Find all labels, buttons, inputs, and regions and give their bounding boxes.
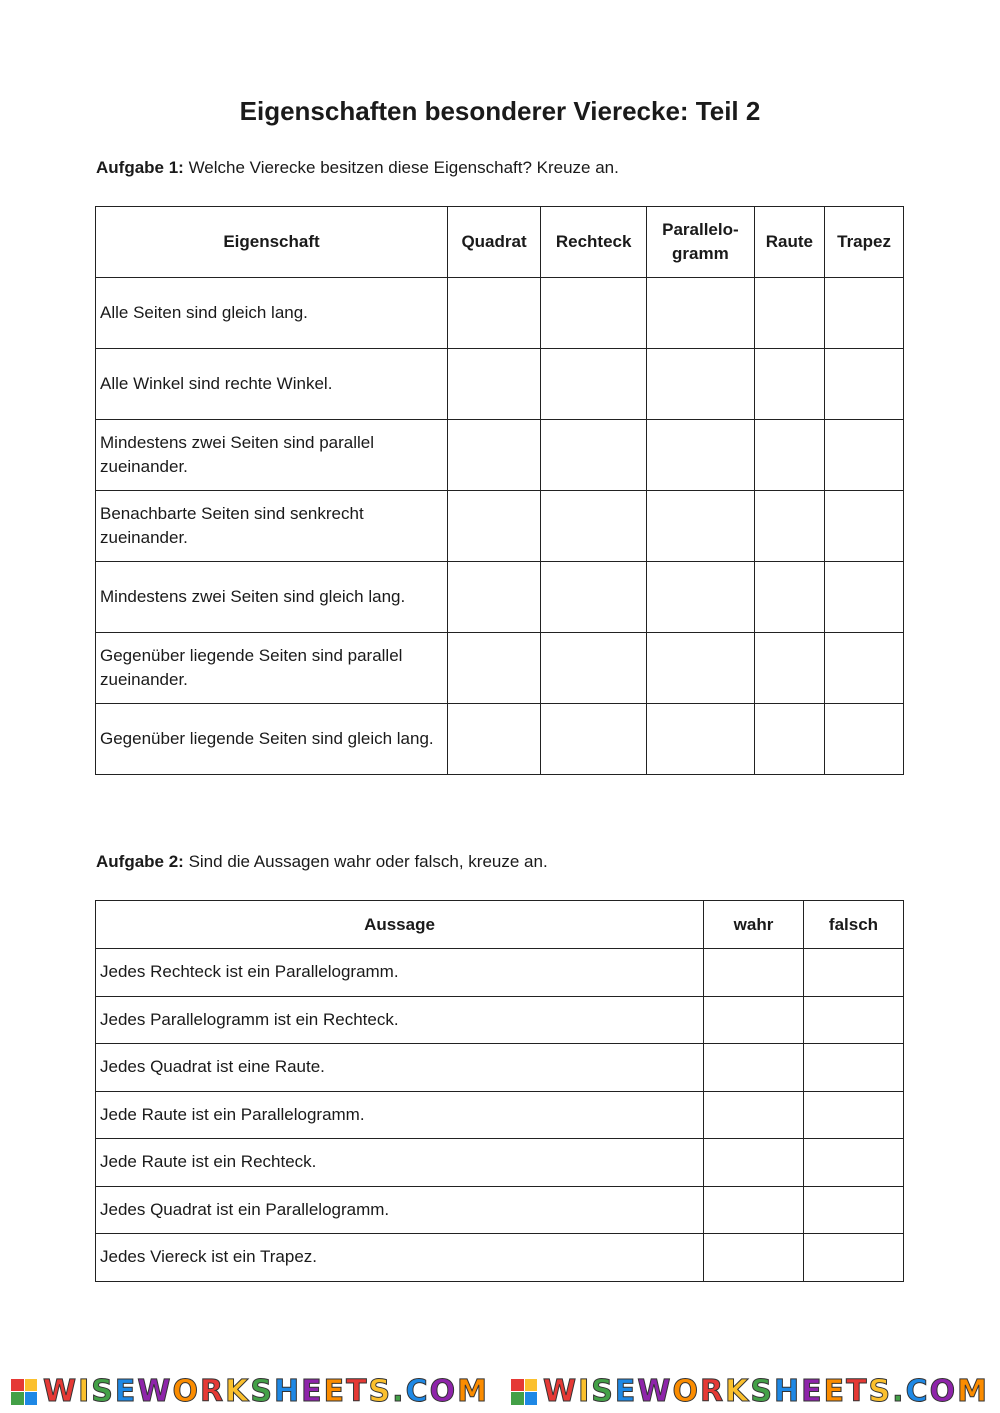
- header-raute: Raute: [754, 207, 825, 278]
- header-wahr: wahr: [704, 901, 804, 949]
- checkbox-cell-quadrat[interactable]: [448, 491, 541, 562]
- checkbox-cell-rechteck[interactable]: [541, 633, 647, 704]
- brand-icon: [11, 1379, 37, 1405]
- property-cell: Alle Winkel sind rechte Winkel.: [96, 349, 448, 420]
- checkbox-cell-raute[interactable]: [754, 349, 825, 420]
- checkbox-cell-wahr[interactable]: [704, 996, 804, 1044]
- table-row: [96, 1091, 904, 1139]
- checkbox-cell-rechteck[interactable]: [541, 349, 647, 420]
- checkbox-cell-parallelogramm[interactable]: [647, 633, 754, 704]
- checkbox-cell-falsch[interactable]: [804, 949, 904, 997]
- checkbox-cell-raute[interactable]: [754, 562, 825, 633]
- checkbox-cell-trapez[interactable]: [825, 349, 904, 420]
- checkbox-cell-trapez[interactable]: [825, 278, 904, 349]
- checkbox-cell-wahr[interactable]: [704, 1234, 804, 1282]
- checkbox-cell-raute[interactable]: [754, 491, 825, 562]
- task2-instruction: [96, 852, 548, 872]
- checkbox-cell-parallelogramm[interactable]: [647, 278, 754, 349]
- statement-cell: Jede Raute ist ein Parallelogramm.: [96, 1091, 704, 1139]
- statement-cell: Jede Raute ist ein Rechteck.: [96, 1139, 704, 1187]
- checkbox-cell-parallelogramm[interactable]: [647, 420, 754, 491]
- task2-text: Sind die Aussagen wahr oder falsch, kreuze an.: [183, 852, 548, 871]
- checkbox-cell-trapez[interactable]: [825, 633, 904, 704]
- statement-cell: Jedes Viereck ist ein Trapez.: [96, 1234, 704, 1282]
- table-row: [96, 996, 904, 1044]
- task1-label: Aufgabe 1:: [96, 158, 184, 177]
- checkbox-cell-parallelogramm[interactable]: [647, 349, 754, 420]
- checkbox-cell-trapez[interactable]: [825, 704, 904, 775]
- header-rechteck: Rechteck: [541, 207, 647, 278]
- table-row: [96, 704, 904, 775]
- checkbox-cell-parallelogramm[interactable]: [647, 491, 754, 562]
- property-cell: Gegenüber liegende Seiten sind parallel zueinander.: [96, 633, 448, 704]
- table-header-row: [96, 901, 904, 949]
- task1-instruction: [96, 158, 619, 178]
- header-parallelogramm: [647, 207, 754, 278]
- checkbox-cell-rechteck[interactable]: [541, 278, 647, 349]
- header-eigenschaft: Eigenschaft: [96, 207, 448, 278]
- checkbox-cell-raute[interactable]: [754, 633, 825, 704]
- table-row: [96, 349, 904, 420]
- table-row: [96, 1139, 904, 1187]
- table-row: [96, 1044, 904, 1092]
- statement-cell: Jedes Quadrat ist ein Parallelogramm.: [96, 1186, 704, 1234]
- footer-watermark: [0, 1370, 1000, 1413]
- checkbox-cell-wahr[interactable]: [704, 1186, 804, 1234]
- table-row: [96, 562, 904, 633]
- task1-text: Welche Vierecke besitzen diese Eigenschaft? Kreuze an.: [183, 158, 619, 177]
- statement-cell: Jedes Quadrat ist eine Raute.: [96, 1044, 704, 1092]
- property-cell: Gegenüber liegende Seiten sind gleich lang.: [96, 704, 448, 775]
- checkbox-cell-falsch[interactable]: [804, 1186, 904, 1234]
- checkbox-cell-rechteck[interactable]: [541, 491, 647, 562]
- checkbox-cell-trapez[interactable]: [825, 420, 904, 491]
- checkbox-cell-falsch[interactable]: [804, 1044, 904, 1092]
- table-row: [96, 491, 904, 562]
- checkbox-cell-wahr[interactable]: [704, 1044, 804, 1092]
- checkbox-cell-falsch[interactable]: [804, 1091, 904, 1139]
- brand-icon: [511, 1379, 537, 1405]
- table-row: [96, 1234, 904, 1282]
- table-row: [96, 633, 904, 704]
- table-header-row: [96, 207, 904, 278]
- checkbox-cell-falsch[interactable]: [804, 1139, 904, 1187]
- checkbox-cell-quadrat[interactable]: [448, 278, 541, 349]
- property-cell: Mindestens zwei Seiten sind gleich lang.: [96, 562, 448, 633]
- checkbox-cell-quadrat[interactable]: [448, 349, 541, 420]
- header-trapez: Trapez: [825, 207, 904, 278]
- brand-logo-right: [511, 1374, 989, 1409]
- table-row: [96, 1186, 904, 1234]
- page-title: Eigenschaften besonderer Vierecke: Teil 2: [239, 96, 761, 126]
- table-row: [96, 278, 904, 349]
- checkbox-cell-raute[interactable]: [754, 278, 825, 349]
- brand-text: WISEWORKSHEETS.COM: [43, 1374, 489, 1409]
- checkbox-cell-trapez[interactable]: [825, 491, 904, 562]
- checkbox-cell-trapez[interactable]: [825, 562, 904, 633]
- checkbox-cell-wahr[interactable]: [704, 949, 804, 997]
- checkbox-cell-quadrat[interactable]: [448, 633, 541, 704]
- property-cell: Mindestens zwei Seiten sind parallel zueinander.: [96, 420, 448, 491]
- checkbox-cell-quadrat[interactable]: [448, 420, 541, 491]
- brand-logo-left: [11, 1374, 489, 1409]
- header-parallelogramm-part1: Parallelo-: [662, 220, 739, 239]
- checkbox-cell-parallelogramm[interactable]: [647, 562, 754, 633]
- header-falsch: falsch: [804, 901, 904, 949]
- checkbox-cell-quadrat[interactable]: [448, 562, 541, 633]
- statement-cell: Jedes Parallelogramm ist ein Rechteck.: [96, 996, 704, 1044]
- checkbox-cell-falsch[interactable]: [804, 996, 904, 1044]
- property-cell: Alle Seiten sind gleich lang.: [96, 278, 448, 349]
- properties-table: [95, 206, 904, 775]
- header-aussage: Aussage: [96, 901, 704, 949]
- header-parallelogramm-part2: gramm: [672, 244, 729, 263]
- checkbox-cell-wahr[interactable]: [704, 1091, 804, 1139]
- property-cell: Benachbarte Seiten sind senkrecht zueinander.: [96, 491, 448, 562]
- table-row: [96, 949, 904, 997]
- checkbox-cell-raute[interactable]: [754, 704, 825, 775]
- checkbox-cell-raute[interactable]: [754, 420, 825, 491]
- brand-text: WISEWORKSHEETS.COM: [543, 1374, 989, 1409]
- statements-table: [95, 900, 904, 1282]
- checkbox-cell-rechteck[interactable]: [541, 704, 647, 775]
- statement-cell: Jedes Rechteck ist ein Parallelogramm.: [96, 949, 704, 997]
- task2-label: Aufgabe 2:: [96, 852, 184, 871]
- header-quadrat: Quadrat: [448, 207, 541, 278]
- checkbox-cell-falsch[interactable]: [804, 1234, 904, 1282]
- checkbox-cell-quadrat[interactable]: [448, 704, 541, 775]
- checkbox-cell-wahr[interactable]: [704, 1139, 804, 1187]
- checkbox-cell-rechteck[interactable]: [541, 562, 647, 633]
- checkbox-cell-parallelogramm[interactable]: [647, 704, 754, 775]
- checkbox-cell-rechteck[interactable]: [541, 420, 647, 491]
- table-row: [96, 420, 904, 491]
